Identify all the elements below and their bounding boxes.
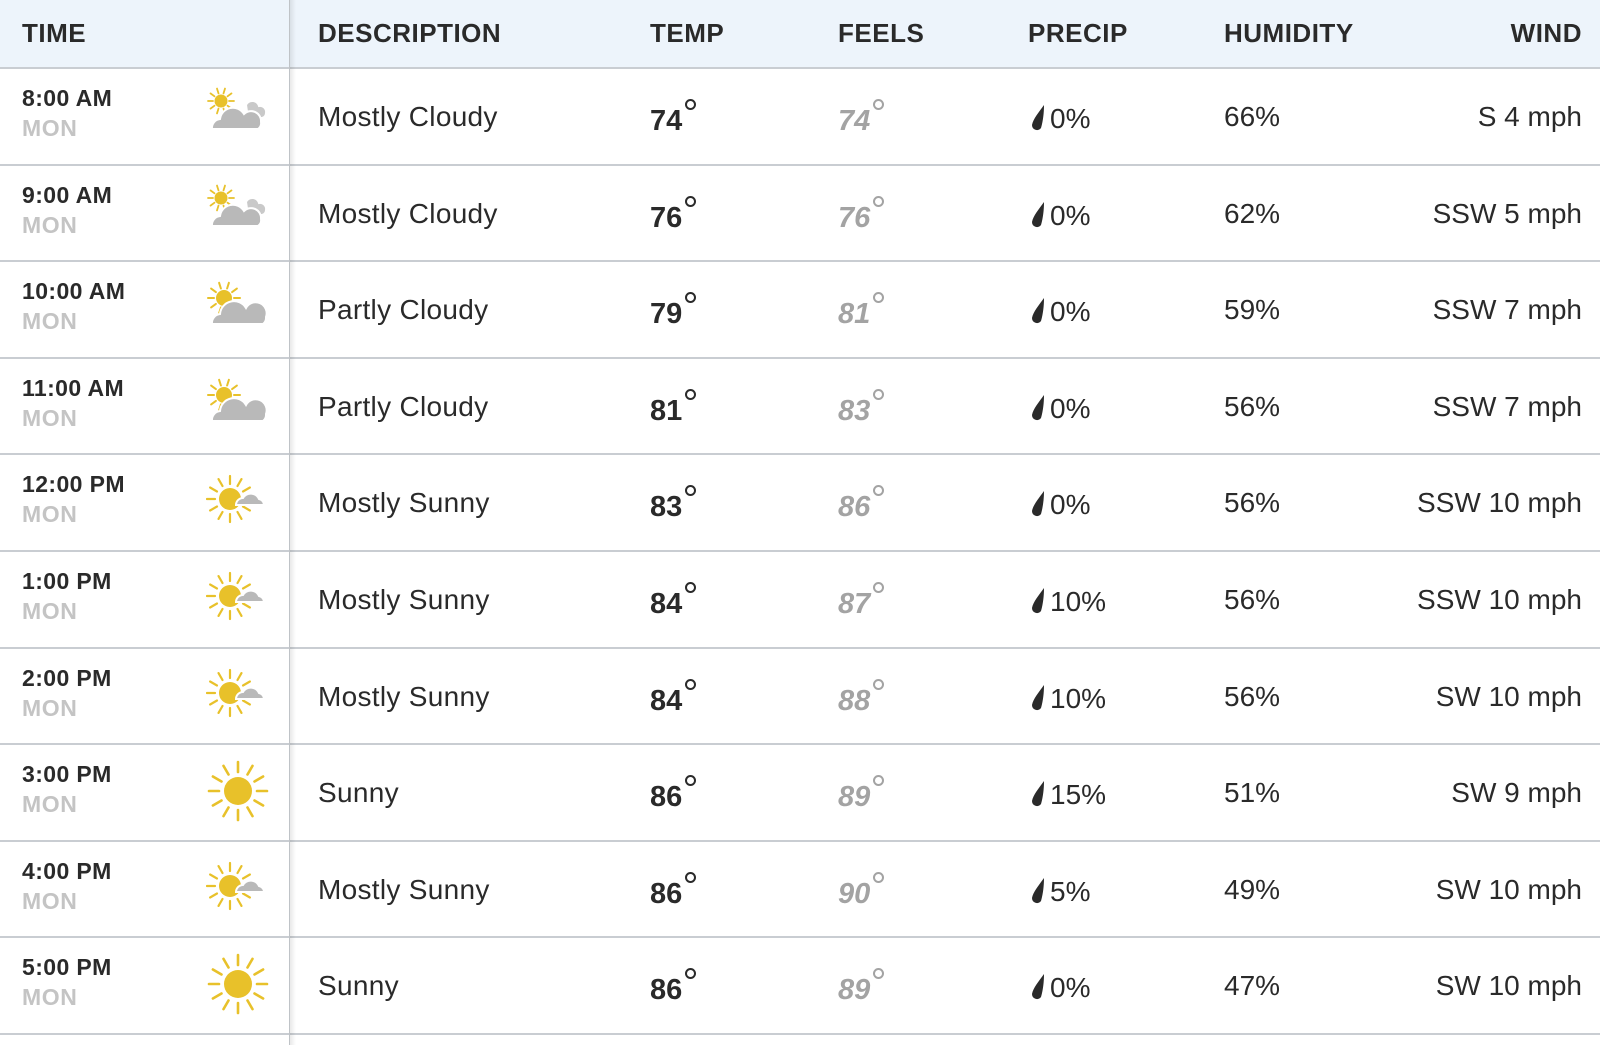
table-row[interactable] bbox=[0, 166, 1600, 263]
row-description: Partly Cloudy bbox=[318, 294, 489, 326]
temp-value: 79 bbox=[650, 298, 683, 331]
feels-value: 89 bbox=[838, 781, 871, 814]
row-day: MON bbox=[22, 887, 78, 914]
row-day: MON bbox=[22, 597, 78, 624]
temp-value: 86 bbox=[650, 781, 683, 814]
precip-value: 15% bbox=[1050, 779, 1107, 811]
row-precip bbox=[1030, 876, 1090, 908]
row-wind: SW 10 mph bbox=[1435, 970, 1582, 1002]
row-temp bbox=[650, 685, 696, 718]
table-row[interactable] bbox=[0, 359, 1600, 456]
degree-icon bbox=[685, 582, 696, 593]
degree-icon bbox=[873, 582, 884, 593]
row-time: 12:00 PM bbox=[22, 471, 125, 498]
row-temp bbox=[650, 491, 696, 524]
feels-value: 74 bbox=[838, 105, 871, 137]
degree-icon bbox=[873, 872, 884, 883]
degree-icon bbox=[873, 99, 884, 110]
table-row[interactable] bbox=[0, 262, 1600, 359]
row-day: MON bbox=[22, 791, 78, 818]
precip-value: 10% bbox=[1050, 585, 1107, 617]
row-humidity: 49% bbox=[1224, 873, 1281, 905]
temp-value: 83 bbox=[650, 491, 683, 524]
row-description: Sunny bbox=[318, 777, 399, 809]
row-temp bbox=[650, 202, 696, 235]
raindrop-icon bbox=[1030, 684, 1046, 712]
row-precip bbox=[1030, 972, 1090, 1004]
mostly-sunny-icon bbox=[206, 566, 270, 630]
raindrop-icon bbox=[1030, 973, 1046, 1001]
column-header-time[interactable]: TIME bbox=[22, 18, 87, 48]
row-description: Mostly Sunny bbox=[318, 487, 490, 519]
row-feels bbox=[838, 298, 884, 331]
row-feels bbox=[838, 685, 884, 718]
row-time: 10:00 AM bbox=[22, 278, 126, 305]
degree-icon bbox=[685, 679, 696, 690]
row-temp bbox=[650, 395, 696, 428]
mostly-sunny-icon bbox=[206, 856, 270, 920]
row-precip bbox=[1030, 296, 1090, 328]
row-humidity: 56% bbox=[1224, 583, 1281, 615]
row-humidity: 56% bbox=[1224, 487, 1281, 519]
row-day: MON bbox=[22, 211, 78, 238]
temp-value: 81 bbox=[650, 394, 683, 427]
row-wind: SSW 10 mph bbox=[1417, 583, 1582, 615]
table-row[interactable] bbox=[0, 842, 1600, 939]
row-time: 5:00 PM bbox=[22, 954, 112, 981]
degree-icon bbox=[873, 679, 884, 690]
row-time: 1:00 PM bbox=[22, 567, 112, 594]
row-precip bbox=[1030, 586, 1106, 618]
row-feels bbox=[838, 105, 884, 138]
row-temp bbox=[650, 105, 696, 138]
degree-icon bbox=[873, 968, 884, 979]
degree-icon bbox=[873, 292, 884, 303]
feels-value: 87 bbox=[838, 587, 871, 620]
column-header-temp[interactable]: TEMP bbox=[650, 18, 725, 48]
row-precip bbox=[1030, 779, 1106, 811]
row-day: MON bbox=[22, 694, 78, 721]
column-header-wind[interactable]: WIND bbox=[1510, 18, 1582, 48]
mostly-sunny-icon bbox=[206, 469, 270, 533]
row-humidity: 59% bbox=[1224, 294, 1281, 326]
row-feels bbox=[838, 395, 884, 428]
table-row[interactable] bbox=[0, 938, 1600, 1035]
table-row[interactable] bbox=[0, 745, 1600, 842]
row-description: Mostly Cloudy bbox=[318, 101, 498, 132]
precip-value: 0% bbox=[1050, 392, 1091, 424]
mostly-cloudy-icon bbox=[206, 180, 270, 244]
precip-value: 0% bbox=[1050, 296, 1091, 328]
row-wind: SSW 7 mph bbox=[1432, 294, 1582, 326]
table-header bbox=[0, 0, 1600, 69]
row-description: Sunny bbox=[318, 970, 399, 1002]
column-header-humidity[interactable]: HUMIDITY bbox=[1224, 18, 1354, 48]
table-row[interactable] bbox=[0, 69, 1600, 166]
mostly-cloudy-icon bbox=[206, 83, 270, 147]
raindrop-icon bbox=[1030, 780, 1046, 808]
degree-icon bbox=[873, 196, 884, 207]
row-time: 4:00 PM bbox=[22, 857, 112, 884]
row-humidity: 66% bbox=[1224, 101, 1281, 132]
table-row[interactable] bbox=[0, 455, 1600, 552]
column-header-precip[interactable]: PRECIP bbox=[1028, 18, 1128, 48]
row-time: 2:00 PM bbox=[22, 664, 112, 691]
feels-value: 88 bbox=[838, 684, 871, 717]
row-day: MON bbox=[22, 501, 78, 528]
sticky-column-divider bbox=[289, 0, 290, 1045]
row-wind: S 4 mph bbox=[1477, 101, 1582, 132]
raindrop-icon bbox=[1030, 490, 1046, 518]
precip-value: 10% bbox=[1050, 682, 1107, 714]
precip-value: 0% bbox=[1050, 199, 1091, 231]
raindrop-icon bbox=[1030, 201, 1046, 229]
row-day: MON bbox=[22, 984, 78, 1011]
degree-icon bbox=[685, 968, 696, 979]
table-body bbox=[0, 69, 1600, 1035]
precip-value: 5% bbox=[1050, 875, 1091, 907]
degree-icon bbox=[685, 485, 696, 496]
row-humidity: 56% bbox=[1224, 680, 1281, 712]
row-day: MON bbox=[22, 308, 78, 335]
column-header-feels[interactable]: FEELS bbox=[838, 18, 925, 48]
degree-icon bbox=[685, 872, 696, 883]
feels-value: 76 bbox=[838, 201, 871, 234]
feels-value: 83 bbox=[838, 394, 871, 427]
feels-value: 90 bbox=[838, 877, 871, 910]
partly-cloudy-icon bbox=[206, 276, 270, 340]
row-description: Mostly Sunny bbox=[318, 583, 490, 615]
row-description: Partly Cloudy bbox=[318, 390, 489, 422]
degree-icon bbox=[873, 389, 884, 400]
temp-value: 74 bbox=[650, 105, 683, 137]
row-day: MON bbox=[22, 404, 78, 431]
raindrop-icon bbox=[1030, 104, 1046, 132]
row-wind: SW 10 mph bbox=[1435, 680, 1582, 712]
row-time: 11:00 AM bbox=[22, 374, 125, 401]
row-temp bbox=[650, 588, 696, 621]
row-description: Mostly Sunny bbox=[318, 873, 490, 905]
precip-value: 0% bbox=[1050, 972, 1091, 1004]
row-wind: SSW 10 mph bbox=[1417, 487, 1582, 519]
row-wind: SW 10 mph bbox=[1435, 873, 1582, 905]
row-humidity: 47% bbox=[1224, 970, 1281, 1002]
row-temp bbox=[650, 878, 696, 911]
row-precip bbox=[1030, 103, 1090, 135]
temp-value: 84 bbox=[650, 684, 683, 717]
row-day: MON bbox=[22, 115, 78, 141]
row-humidity: 56% bbox=[1224, 390, 1281, 422]
row-temp bbox=[650, 298, 696, 331]
degree-icon bbox=[685, 196, 696, 207]
temp-value: 76 bbox=[650, 201, 683, 234]
row-time: 8:00 AM bbox=[22, 85, 113, 111]
row-wind: SSW 5 mph bbox=[1432, 197, 1582, 229]
degree-icon bbox=[685, 292, 696, 303]
temp-value: 86 bbox=[650, 974, 683, 1007]
row-precip bbox=[1030, 489, 1090, 521]
row-feels bbox=[838, 878, 884, 911]
row-temp bbox=[650, 781, 696, 814]
raindrop-icon bbox=[1030, 297, 1046, 325]
row-description: Mostly Sunny bbox=[318, 680, 490, 712]
row-wind: SSW 7 mph bbox=[1432, 390, 1582, 422]
sunny-icon bbox=[206, 952, 270, 1016]
raindrop-icon bbox=[1030, 587, 1046, 615]
row-feels bbox=[838, 588, 884, 621]
row-time: 9:00 AM bbox=[22, 181, 113, 208]
degree-icon bbox=[685, 99, 696, 110]
partly-cloudy-icon bbox=[206, 373, 270, 437]
column-header-description[interactable]: DESCRIPTION bbox=[318, 18, 502, 48]
feels-value: 86 bbox=[838, 491, 871, 524]
row-description: Mostly Cloudy bbox=[318, 197, 498, 229]
row-humidity: 51% bbox=[1224, 777, 1281, 809]
row-feels bbox=[838, 974, 884, 1007]
row-precip bbox=[1030, 200, 1090, 232]
degree-icon bbox=[685, 389, 696, 400]
row-wind: SW 9 mph bbox=[1451, 777, 1582, 809]
degree-icon bbox=[873, 775, 884, 786]
temp-value: 84 bbox=[650, 587, 683, 620]
mostly-sunny-icon bbox=[206, 663, 270, 727]
temp-value: 86 bbox=[650, 877, 683, 910]
sunny-icon bbox=[206, 759, 270, 823]
feels-value: 81 bbox=[838, 298, 871, 331]
row-precip bbox=[1030, 683, 1106, 715]
precip-value: 0% bbox=[1050, 489, 1091, 521]
row-precip bbox=[1030, 393, 1090, 425]
row-feels bbox=[838, 202, 884, 235]
raindrop-icon bbox=[1030, 394, 1046, 422]
table-row[interactable] bbox=[0, 649, 1600, 746]
raindrop-icon bbox=[1030, 877, 1046, 905]
row-humidity: 62% bbox=[1224, 197, 1281, 229]
feels-value: 89 bbox=[838, 974, 871, 1007]
degree-icon bbox=[873, 485, 884, 496]
table-row[interactable] bbox=[0, 552, 1600, 649]
degree-icon bbox=[685, 775, 696, 786]
row-feels bbox=[838, 491, 884, 524]
precip-value: 0% bbox=[1050, 103, 1091, 134]
row-temp bbox=[650, 974, 696, 1007]
row-feels bbox=[838, 781, 884, 814]
row-time: 3:00 PM bbox=[22, 761, 112, 788]
